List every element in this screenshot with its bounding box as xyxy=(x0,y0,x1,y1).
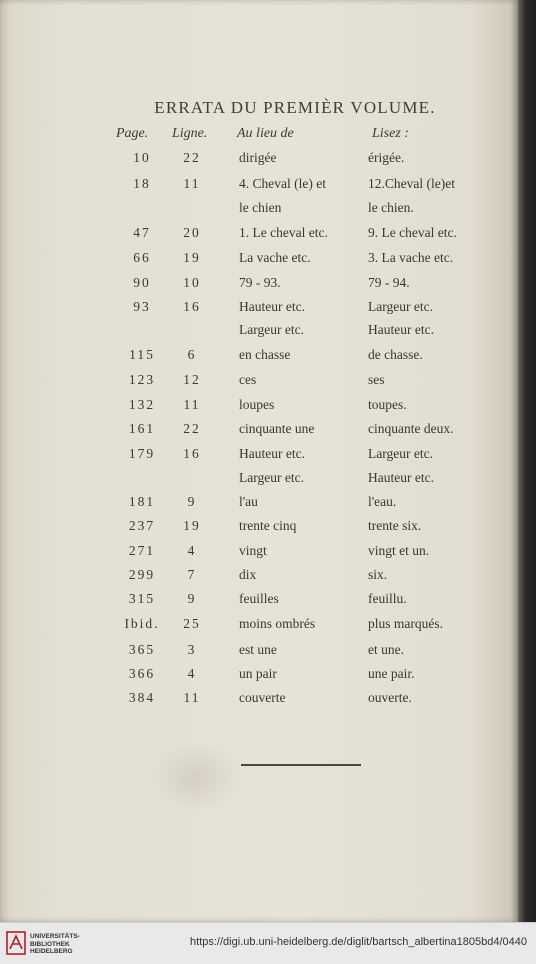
lisez-text: Hauteur etc. xyxy=(368,322,434,337)
au-lieu-de-text: dirigée xyxy=(239,150,277,165)
au-lieu-de-text: un pair xyxy=(239,666,277,681)
errata-row xyxy=(0,200,518,222)
header-ligne: Ligne. xyxy=(172,126,208,141)
lisez-text: 9. Le cheval etc. xyxy=(368,225,457,240)
lisez-text: érigée. xyxy=(368,150,405,165)
au-lieu-de-text: l'au xyxy=(239,494,258,509)
line-number: 20 xyxy=(183,225,201,240)
errata-row xyxy=(0,176,518,198)
lisez-text: plus marqués. xyxy=(368,616,443,631)
lisez-text: 79 - 94. xyxy=(368,275,410,290)
errata-row xyxy=(0,567,518,589)
header-page: Page. xyxy=(116,126,149,141)
header-au-lieu-de: Au lieu de xyxy=(237,126,294,141)
lisez-text: ouverte. xyxy=(368,690,412,705)
au-lieu-de-text: en chasse xyxy=(239,347,291,362)
au-lieu-de-text: cinquante une xyxy=(239,421,315,436)
au-lieu-de-text: 1. Le cheval etc. xyxy=(239,225,328,240)
page-number: 271 xyxy=(128,543,156,558)
page-number: Ibid. xyxy=(124,616,160,631)
errata-row xyxy=(0,275,518,297)
errata-row xyxy=(0,150,518,172)
lisez-text: feuillu. xyxy=(368,591,407,606)
lisez-text: ses xyxy=(368,372,385,387)
lisez-text: le chien. xyxy=(368,200,414,215)
university-logo-icon[interactable] xyxy=(6,931,26,955)
page-number: 384 xyxy=(128,690,156,705)
errata-row xyxy=(0,347,518,369)
line-number: 22 xyxy=(183,150,201,165)
lisez-text: trente six. xyxy=(368,518,422,533)
errata-row xyxy=(0,518,518,540)
au-lieu-de-text: Largeur etc. xyxy=(239,322,304,337)
page-number: 179 xyxy=(128,446,156,461)
line-number: 7 xyxy=(187,567,197,582)
line-number: 11 xyxy=(183,176,201,191)
errata-row xyxy=(0,666,518,688)
au-lieu-de-text: La vache etc. xyxy=(239,250,311,265)
page-number: 115 xyxy=(129,347,155,362)
lisez-text: et une. xyxy=(368,642,404,657)
source-url-link[interactable]: https://digi.ub.uni-heidelberg.de/diglit/bartsch_albertina1805bd4/0440 xyxy=(190,936,527,948)
au-lieu-de-text: 79 - 93. xyxy=(239,275,281,290)
errata-row xyxy=(0,543,518,565)
line-number: 9 xyxy=(187,591,197,606)
page-number: 132 xyxy=(128,397,156,412)
page-number: 123 xyxy=(128,372,156,387)
line-number: 11 xyxy=(183,690,201,705)
au-lieu-de-text: moins ombrés xyxy=(239,616,316,631)
page-number: 299 xyxy=(128,567,156,582)
au-lieu-de-text: le chien xyxy=(239,200,282,215)
library-name: UNIVERSITÄTS- BIBLIOTHEK HEIDELBERG xyxy=(30,933,80,955)
lisez-text: six. xyxy=(368,567,388,582)
line-number: 16 xyxy=(183,299,201,314)
errata-row xyxy=(0,225,518,247)
line-number: 19 xyxy=(183,250,201,265)
lisez-text: Largeur etc. xyxy=(368,446,433,461)
line-number: 25 xyxy=(183,616,201,631)
line-number: 6 xyxy=(187,347,197,362)
lisez-text: Largeur etc. xyxy=(368,299,433,314)
errata-row xyxy=(0,494,518,516)
page-number: 93 xyxy=(133,299,151,314)
line-number: 12 xyxy=(183,372,201,387)
lisez-text: toupes. xyxy=(368,397,407,412)
errata-row xyxy=(0,446,518,468)
au-lieu-de-text: ces xyxy=(239,372,257,387)
page-number: 315 xyxy=(128,591,156,606)
line-number: 16 xyxy=(183,446,201,461)
page-number: 10 xyxy=(133,150,151,165)
errata-row xyxy=(0,397,518,419)
lisez-text: une pair. xyxy=(368,666,415,681)
errata-row xyxy=(0,372,518,394)
page-number: 181 xyxy=(128,494,156,509)
lisez-text: 3. La vache etc. xyxy=(368,250,454,265)
errata-row xyxy=(0,642,518,664)
au-lieu-de-text: feuilles xyxy=(239,591,279,606)
page-number: 237 xyxy=(128,518,156,533)
line-number: 9 xyxy=(187,494,197,509)
page-number: 366 xyxy=(128,666,156,681)
errata-row xyxy=(0,322,518,344)
lisez-text: de chasse. xyxy=(368,347,423,362)
line-number: 22 xyxy=(183,421,201,436)
errata-row xyxy=(0,470,518,492)
line-number: 4 xyxy=(187,666,197,681)
line-number: 11 xyxy=(183,397,201,412)
page-number: 18 xyxy=(133,176,151,191)
errata-row xyxy=(0,690,518,712)
errata-title: ERRATA DU PREMIÈR VOLUME. xyxy=(154,98,436,117)
lisez-text: l'eau. xyxy=(368,494,397,509)
errata-row xyxy=(0,616,518,638)
page-number: 47 xyxy=(133,225,151,240)
lisez-text: 12.Cheval (le)et xyxy=(368,176,455,191)
au-lieu-de-text: Hauteur etc. xyxy=(239,299,305,314)
au-lieu-de-text: dix xyxy=(239,567,257,582)
paper-stain xyxy=(150,742,240,812)
page-number: 66 xyxy=(133,250,151,265)
lisez-text: cinquante deux. xyxy=(368,421,454,436)
au-lieu-de-text: vingt xyxy=(239,543,267,558)
header-lisez: Lisez : xyxy=(372,126,409,141)
au-lieu-de-text: Hauteur etc. xyxy=(239,446,305,461)
au-lieu-de-text: Largeur etc. xyxy=(239,470,304,485)
page-number: 161 xyxy=(128,421,156,436)
au-lieu-de-text: couverte xyxy=(239,690,286,705)
line-number: 10 xyxy=(183,275,201,290)
line-number: 19 xyxy=(183,518,201,533)
au-lieu-de-text: 4. Cheval (le) et xyxy=(239,176,326,191)
errata-row xyxy=(0,591,518,613)
au-lieu-de-text: loupes xyxy=(239,397,275,412)
closing-rule xyxy=(241,764,361,766)
line-number: 4 xyxy=(187,543,197,558)
page-number: 90 xyxy=(133,275,151,290)
viewer-footer xyxy=(0,922,536,964)
lisez-text: Hauteur etc. xyxy=(368,470,434,485)
page-edge xyxy=(518,0,536,922)
lisez-text: vingt et un. xyxy=(368,543,430,558)
au-lieu-de-text: trente cinq xyxy=(239,518,297,533)
errata-row xyxy=(0,299,518,321)
line-number: 3 xyxy=(187,642,197,657)
errata-row xyxy=(0,421,518,443)
page-number: 365 xyxy=(128,642,156,657)
errata-row xyxy=(0,250,518,272)
au-lieu-de-text: est une xyxy=(239,642,277,657)
